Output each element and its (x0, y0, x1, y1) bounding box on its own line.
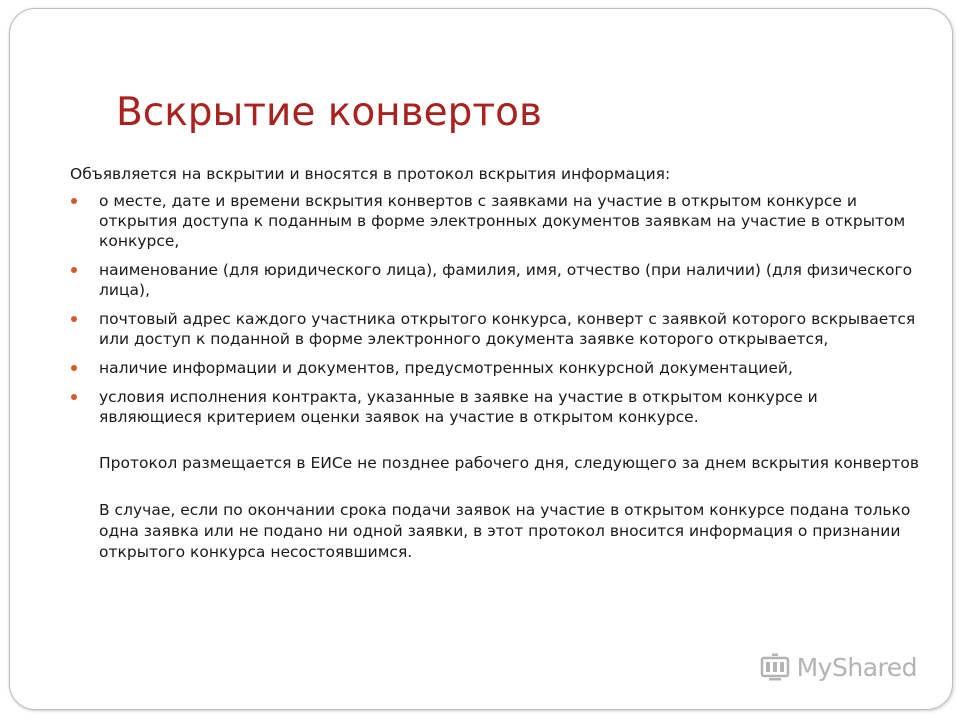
list-item (70, 191, 920, 251)
slide-content (70, 165, 920, 563)
bullet-icon (71, 316, 77, 322)
watermark-text: MyShared (796, 652, 917, 682)
slide-frame (9, 8, 953, 710)
slide-title: Вскрытие конвертов (116, 90, 542, 135)
bullet-text: о месте, дате и времени вскрытия конвертов с заявками на участие в открытом конкурсе и открытия доступа к поданным в форме электронных документов заявкам на участие в открытом конкурсе, (99, 192, 906, 250)
myshared-logo-icon (759, 651, 791, 683)
single-bid-paragraph: В случае, если по окончании срока подачи заявок на участие в открытом конкурсе подана только одна заявка или не подано ни одной заявки, в этот протокол вносится информация о признании открытого конкурса несостоявшимся. (99, 501, 911, 561)
intro-text: Объявляется на вскрытии и вносятся в протокол вскрытия информация: (70, 165, 671, 183)
list-item (70, 309, 920, 349)
bullet-text: наличие информации и документов, предусмотренных конкурсной документацией, (99, 359, 793, 377)
bullet-list (70, 191, 920, 427)
bullet-icon (71, 267, 77, 273)
myshared-watermark (759, 649, 917, 685)
bullet-text: почтовый адрес каждого участника открытого конкурса, конверт с заявкой которого вскрывается или доступ к поданной в форме электронного документа заявке которого открывается, (99, 310, 916, 348)
bullet-icon (71, 365, 77, 371)
bullet-text: наименование (для юридического лица), фамилия, имя, отчество (при наличии) (для физического лица), (99, 261, 913, 299)
bullet-icon (71, 394, 77, 400)
list-item (70, 387, 920, 427)
bullet-text: условия исполнения контракта, указанные в заявке на участие в открытом конкурсе и являющиеся критерием оценки заявок на участие в открытом конкурсе. (99, 388, 818, 426)
list-item (70, 358, 920, 378)
bullet-icon (71, 198, 77, 204)
list-item (70, 260, 920, 300)
protocol-paragraph: Протокол размещается в ЕИСе не позднее рабочего дня, следующего за днем вскрытия конвертов (99, 454, 919, 472)
